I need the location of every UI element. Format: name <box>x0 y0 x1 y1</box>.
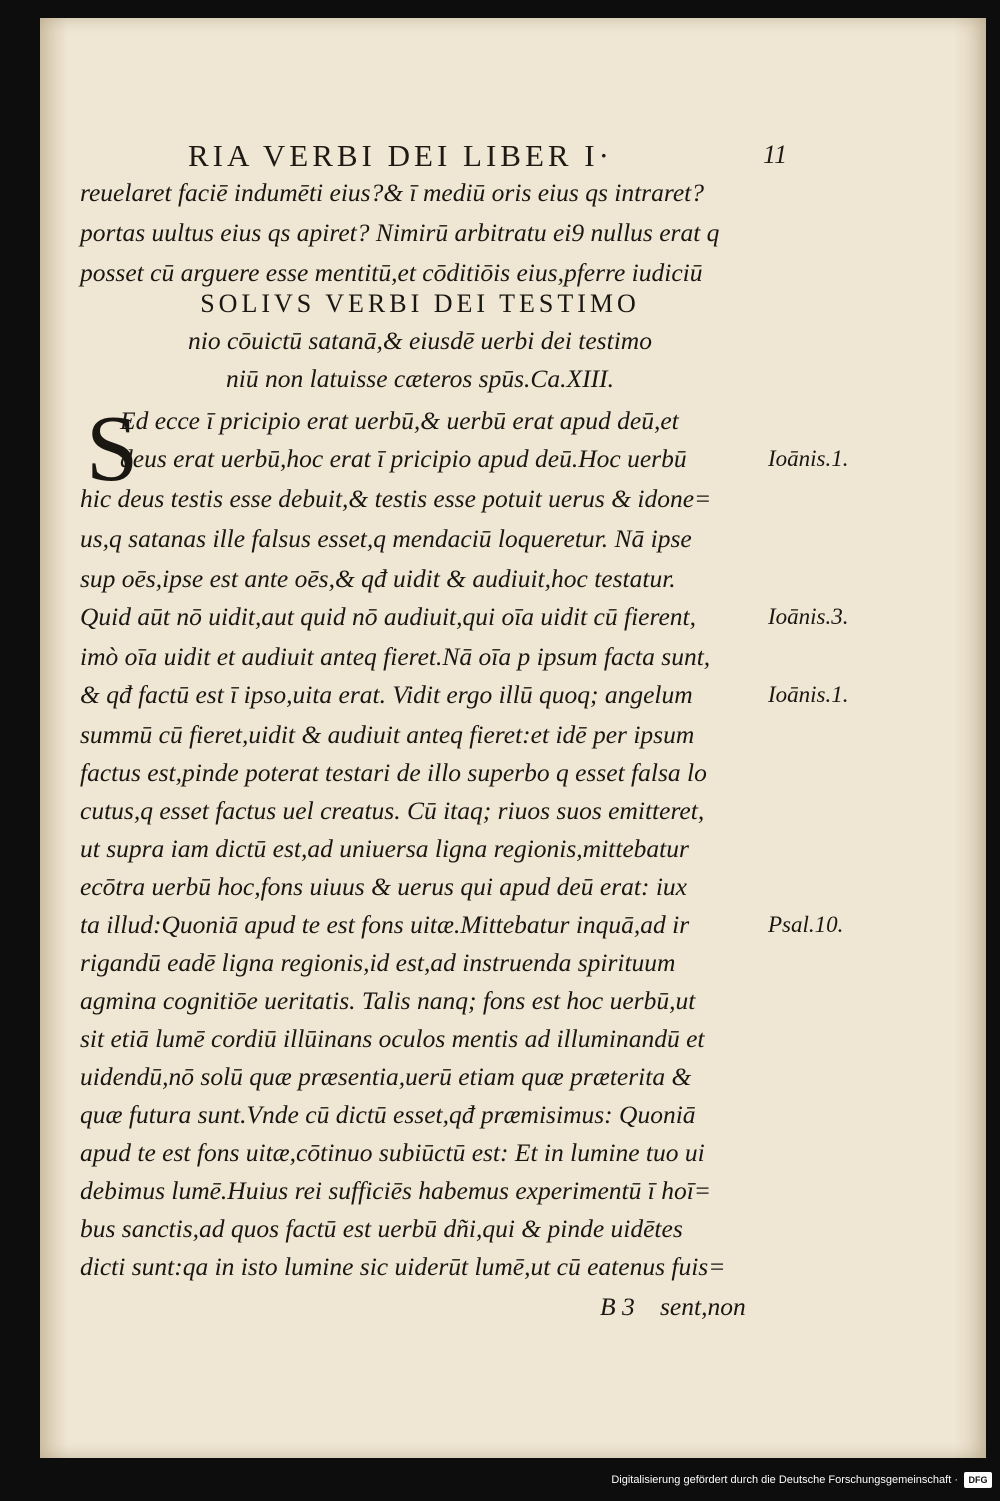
text-line: posset cū arguere esse mentitū,et cōditiōis eius,pferre iudiciū <box>80 258 703 287</box>
page-header <box>148 118 788 174</box>
digitization-footer <box>611 1469 992 1491</box>
text-line: portas uultus eius qs apiret? Nimirū arbitratu ei9 nullus erat q <box>80 218 720 247</box>
chapter-heading-line: SOLIVS VERBI DEI TESTIMO <box>200 289 640 318</box>
chapter-heading-line: nio cōuictū satanā,& eiusdē uerbi dei testimo <box>188 326 652 355</box>
text-line: ut supra iam dictū est,ad uniuersa ligna regionis,mittebatur <box>80 834 689 863</box>
folio-number: 11 <box>763 140 788 169</box>
text-line: rigandū eadē ligna regionis,id est,ad instruenda spirituum <box>80 948 676 977</box>
text-line: uidendū,nō solū quæ præsentia,uerū etiam quæ præterita & <box>80 1062 692 1091</box>
text-line: ecōtra uerbū hoc,fons uiuus & uerus qui apud deū erat: iux <box>80 872 687 901</box>
text-line: quæ futura sunt.Vnde cū dictū esset,qđ præmisimus: Quoniā <box>80 1100 696 1129</box>
text-line: sup oēs,ipse est ante oēs,& qđ uidit & audiuit,hoc testatur. <box>80 564 676 593</box>
text-line: deus erat uerbū,hoc erat ī pricipio apud deū.Hoc uerbū <box>120 444 687 473</box>
text-line: summū cū fieret,uidit & audiuit anteq fieret:et idē per ipsum <box>80 720 695 749</box>
text-line: sit etiā lumē cordiū illūinans oculos mentis ad illuminandū et <box>80 1024 705 1053</box>
margin-note: Psal.10. <box>768 912 844 937</box>
text-line: & qđ factū est ī ipso,uita erat. Vidit ergo illū quoq; angelum <box>80 680 693 709</box>
chapter-heading-line: niū non latuisse cæteros spūs.Ca.XIII. <box>226 364 614 393</box>
text-line: reuelaret faciē indumēti eius?& ī mediū oris eius qs intraret? <box>80 178 704 207</box>
footer-text: Digitalisierung gefördert durch die Deutsche Forschungsgemeinschaft · <box>611 1474 958 1486</box>
text-line: ta illud:Quoniā apud te est fons uitæ.Mittebatur inquā,ad ir <box>80 910 690 939</box>
text-line: factus est,pinde poterat testari de illo superbo q esset falsa lo <box>80 758 707 787</box>
text-line: hic deus testis esse debuit,& testis esse potuit uerus & idone= <box>80 484 712 513</box>
text-line: Quid aūt nō uidit,aut quid nō audiuit,qui oīa uidit cū fierent, <box>80 602 696 631</box>
text-line: debimus lumē.Huius rei sufficiēs habemus experimentū ī hoī= <box>80 1176 712 1205</box>
text-line: Ed ecce ī pricipio erat uerbū,& uerbū erat apud deū,et <box>120 406 679 435</box>
text-line: agmina cognitiōe ueritatis. Talis nanq; fons est hoc uerbū,ut <box>80 986 696 1015</box>
drop-cap: S <box>86 397 139 501</box>
text-line: dicti sunt:qa in isto lumine sic uiderūt lumē,ut cū eatenus fuis= <box>80 1252 726 1281</box>
margin-note: Ioānis.1. <box>768 446 849 471</box>
dfg-logo: DFG <box>964 1472 992 1488</box>
catchword: sent,non <box>660 1292 746 1321</box>
text-line: us,q satanas ille falsus esset,q mendaciū loqueretur. Nā ipse <box>80 524 692 553</box>
book-page <box>40 18 986 1458</box>
margin-note: Ioānis.3. <box>768 604 849 629</box>
text-line: imò oīa uidit et audiuit anteq fieret.Nā oīa p ipsum facta sunt, <box>80 642 711 671</box>
text-line: bus sanctis,ad quos factū est uerbū dñi,qui & pinde uidētes <box>80 1214 683 1243</box>
running-head: RIA VERBI DEI LIBER I· <box>188 138 613 173</box>
text-line: cutus,q esset factus uel creatus. Cū itaq; riuos suos emitteret, <box>80 796 705 825</box>
margin-note: Ioānis.1. <box>768 682 849 707</box>
signature-mark: B 3 <box>600 1292 635 1321</box>
text-line: apud te est fons uitæ,cōtinuo subiūctū est: Et in lumine tuo ui <box>80 1138 705 1167</box>
